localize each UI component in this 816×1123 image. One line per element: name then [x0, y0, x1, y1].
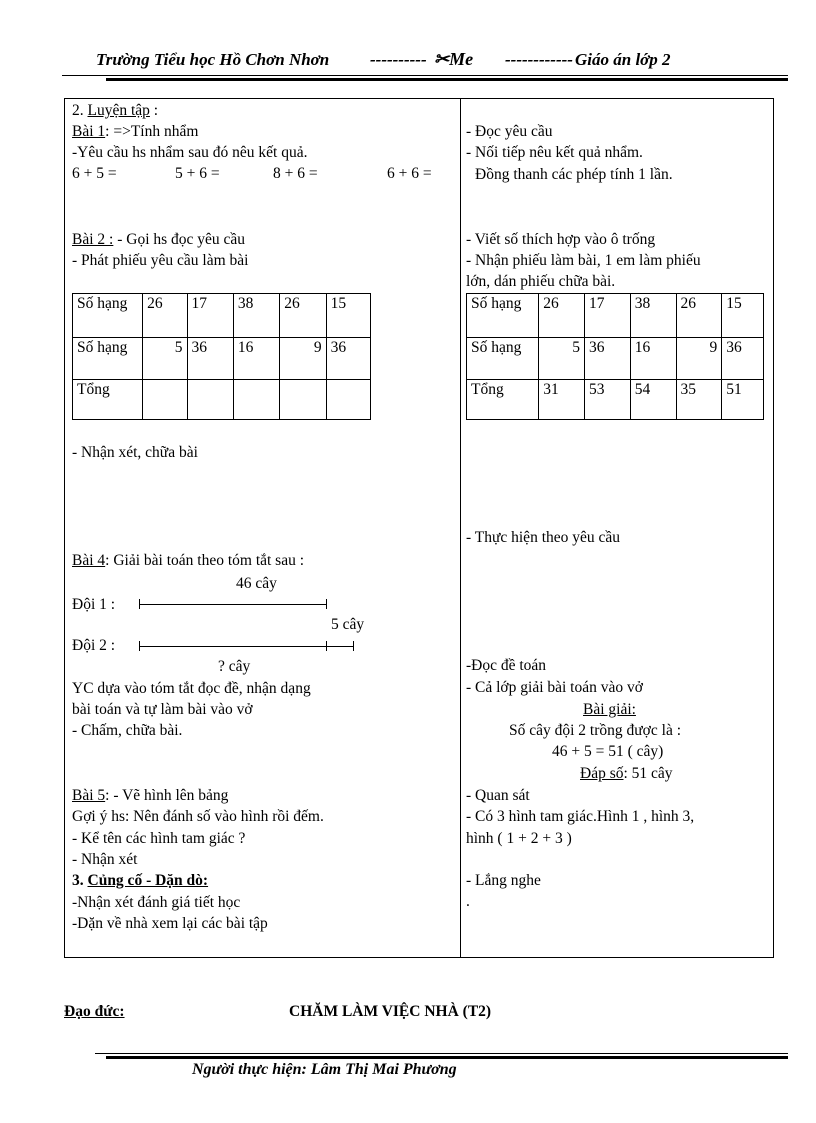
table-cell-sum: 54 — [630, 380, 676, 420]
table-cell-empty — [143, 380, 187, 420]
school-name: Trường Tiểu học Hồ Chơn Nhơn — [96, 50, 330, 69]
lesson-table-frame — [64, 98, 774, 958]
table-cell: 26 — [676, 294, 722, 338]
section-3-heading: 3. Củng cố - Dặn dò: — [72, 872, 209, 889]
co-3-hinh: - Có 3 hình tam giác.Hình 1 , hình 3, — [466, 808, 695, 825]
table-cell: 36 — [187, 338, 233, 380]
bai1-expr-1: 6 + 5 = — [72, 165, 117, 182]
table-cell-sum: 35 — [676, 380, 722, 420]
table-row-label: Số hạng — [73, 338, 143, 380]
bai5-heading: Bài 5: - Vẽ hình lên bảng — [72, 787, 229, 804]
table-cell: 26 — [539, 294, 585, 338]
thuc-hien: - Thực hiện theo yêu cầu — [466, 529, 621, 546]
doi2-tick-mid — [326, 641, 327, 651]
doc-de-toan: -Đọc đề toán — [466, 657, 547, 674]
header-dashes-right: ------------ — [505, 50, 573, 69]
bai2-heading: Bài 2 : - Gọi hs đọc yêu cầu — [72, 231, 246, 248]
table-cell-empty — [233, 380, 279, 420]
lesson-title: CHĂM LÀM VIỆC NHÀ (T2) — [289, 1003, 492, 1020]
table-cell: 15 — [722, 294, 764, 338]
table-left — [72, 293, 371, 420]
header-rule-thick — [106, 78, 788, 81]
doi1-tick-start — [139, 599, 140, 609]
diagram-label-question: ? cây — [218, 658, 251, 675]
table-cell: 36 — [584, 338, 630, 380]
header-subject: Giáo án lớp 2 — [575, 50, 671, 69]
table-cell: 17 — [187, 294, 233, 338]
table-row-label: Tổng — [467, 380, 539, 420]
ke-ten: - Kể tên các hình tam giác ? — [72, 830, 246, 847]
dao-duc-label: Đạo đức: — [64, 1003, 125, 1020]
table-cell: 38 — [630, 294, 676, 338]
bai1-expr-4: 6 + 6 = — [387, 165, 432, 182]
doc-yeu-cau: - Đọc yêu cầu — [466, 123, 553, 140]
nhan-phieu-1: - Nhận phiếu làm bài, 1 em làm phiếu — [466, 252, 701, 269]
quan-sat: - Quan sát — [466, 787, 530, 804]
bai1-expr-2: 5 + 6 = — [175, 165, 220, 182]
table-cell-empty — [326, 380, 370, 420]
table-cell-sum: 51 — [722, 380, 764, 420]
table-cell: 15 — [326, 294, 370, 338]
bai1-requirement: -Yêu cầu hs nhẩm sau đó nêu kết quả. — [72, 144, 308, 161]
table-row-label: Số hạng — [467, 338, 539, 380]
table-cell: 16 — [233, 338, 279, 380]
table-cell: 38 — [233, 294, 279, 338]
so-cay: Số cây đội 2 trồng được là : — [509, 722, 681, 739]
table-row-label: Số hạng — [73, 294, 143, 338]
lang-nghe: - Lắng nghe — [466, 872, 541, 889]
doi2-label: Đội 2 : — [72, 637, 116, 654]
table-cell: 9 — [280, 338, 326, 380]
table-cell: 26 — [280, 294, 326, 338]
bai4-heading: Bài 4: Giải bài toán theo tóm tắt sau : — [72, 552, 305, 569]
table-row-label: Số hạng — [467, 294, 539, 338]
nhan-phieu-2: lớn, dán phiếu chữa bài. — [466, 273, 616, 290]
table-cell: 17 — [584, 294, 630, 338]
phep-tinh: 46 + 5 = 51 ( cây) — [552, 743, 664, 760]
noi-tiep: - Nối tiếp nêu kết quả nhẩm. — [466, 144, 643, 161]
header-logo: ✂Me — [434, 49, 474, 69]
table-cell: 9 — [676, 338, 722, 380]
dot: . — [466, 893, 470, 910]
nhan-xet-danh-gia: -Nhận xét đánh giá tiết học — [72, 894, 241, 911]
yc-line-2: bài toán và tự làm bài vào vở — [72, 701, 253, 718]
doi2-tick-start — [139, 641, 140, 651]
table-right — [466, 293, 764, 420]
goi-y: Gợi ý hs: Nên đánh số vào hình rồi đếm. — [72, 808, 324, 825]
table-cell-sum: 53 — [584, 380, 630, 420]
cham-chua-bai: - Chấm, chữa bài. — [72, 722, 183, 739]
ca-lop: - Cả lớp giải bài toán vào vở — [466, 679, 643, 696]
doi1-label: Đội 1 : — [72, 596, 116, 613]
table-cell: 5 — [539, 338, 585, 380]
bai1-heading: Bài 1: =>Tính nhẩm — [72, 123, 199, 140]
footer-rule-thin — [95, 1053, 788, 1054]
nhan-xet: - Nhận xét — [72, 851, 138, 868]
header-dashes-left: ---------- — [370, 50, 427, 69]
table-row-label: Tổng — [73, 380, 143, 420]
dong-thanh: Đồng thanh các phép tính 1 lần. — [475, 166, 673, 183]
diagram-label-5: 5 cây — [331, 616, 365, 633]
dap-so: Đáp số: 51 cây — [580, 765, 673, 782]
doi2-tick-end — [353, 641, 354, 651]
table-cell: 16 — [630, 338, 676, 380]
section-2-heading: 2. Luyện tập : — [72, 102, 159, 119]
viet-so: - Viết số thích hợp vào ô trống — [466, 231, 656, 248]
dan-do: -Dặn về nhà xem lại các bài tập — [72, 915, 268, 932]
doi1-tick-end — [326, 599, 327, 609]
bai-giai-heading: Bài giải: — [583, 701, 636, 718]
hinh-list: hình ( 1 + 2 + 3 ) — [466, 830, 572, 847]
table-cell: 5 — [143, 338, 187, 380]
table-cell: 36 — [326, 338, 370, 380]
author: Người thực hiện: Lâm Thị Mai Phương — [192, 1061, 457, 1078]
bai2-sub: - Phát phiếu yêu cầu làm bài — [72, 252, 249, 269]
table-cell-empty — [280, 380, 326, 420]
doi2-segment — [139, 646, 354, 647]
diagram-label-46: 46 cây — [236, 575, 277, 592]
table-cell: 36 — [722, 338, 764, 380]
footer-rule-thick — [106, 1056, 788, 1059]
column-divider — [460, 98, 461, 958]
doi1-segment — [139, 604, 327, 605]
table-cell: 26 — [143, 294, 187, 338]
header-rule-thin — [62, 75, 788, 76]
yc-line-1: YC dựa vào tóm tắt đọc đề, nhận dạng — [72, 680, 311, 697]
bai1-expr-3: 8 + 6 = — [273, 165, 318, 182]
table-cell-empty — [187, 380, 233, 420]
nhan-xet-chua-bai: - Nhận xét, chữa bài — [72, 444, 198, 461]
table-cell-sum: 31 — [539, 380, 585, 420]
